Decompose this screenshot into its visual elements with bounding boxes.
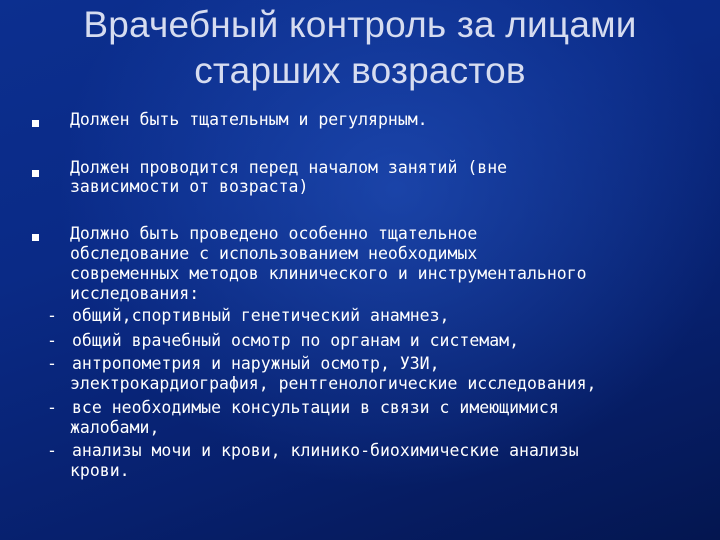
bullet-3-line-3: современных методов клинического и инструментального [70, 264, 587, 283]
subitem-3-line-2: электрокардиография, рентгенологические исследования, [70, 374, 597, 393]
bullet-1-line-1: Должен быть тщательным и регулярным. [70, 110, 428, 129]
bullet-square-icon [32, 170, 39, 177]
bullet-2-line-1: Должен проводится перед началом занятий (вне [70, 158, 508, 177]
subitem-4-dash: - [47, 398, 57, 417]
bullet-square-icon [32, 234, 39, 241]
subitem-1-line-1: общий,спортивный генетический анамнез, [72, 306, 450, 325]
subitem-4-line-2: жалобами, [70, 418, 160, 437]
bullet-3-line-1: Должно быть проведено особенно тщательное [70, 224, 478, 243]
subitem-4-line-1: все необходимые консультации в связи с имеющимися [72, 398, 559, 417]
subitem-1-dash: - [47, 306, 57, 325]
subitem-5-line-2: крови. [70, 461, 130, 480]
bullet-square-icon [32, 120, 39, 127]
bullet-3-line-4: исследования: [70, 284, 200, 303]
slide-title-line-1: Врачебный контроль за лицами [83, 4, 637, 45]
subitem-3-dash: - [47, 354, 57, 373]
subitem-3-line-1: антропометрия и наружный осмотр, УЗИ, [72, 354, 440, 373]
bullet-2-line-2: зависимости от возраста) [70, 177, 309, 196]
bullet-3-line-2: обследование с использованием необходимых [70, 244, 478, 263]
slide-title-line-2: старших возрастов [194, 50, 526, 91]
subitem-5-line-1: анализы мочи и крови, клинико-биохимические анализы [72, 441, 579, 460]
subitem-2-dash: - [47, 331, 57, 350]
subitem-5-dash: - [47, 441, 57, 460]
subitem-2-line-1: общий врачебный осмотр по органам и системам, [72, 331, 520, 350]
